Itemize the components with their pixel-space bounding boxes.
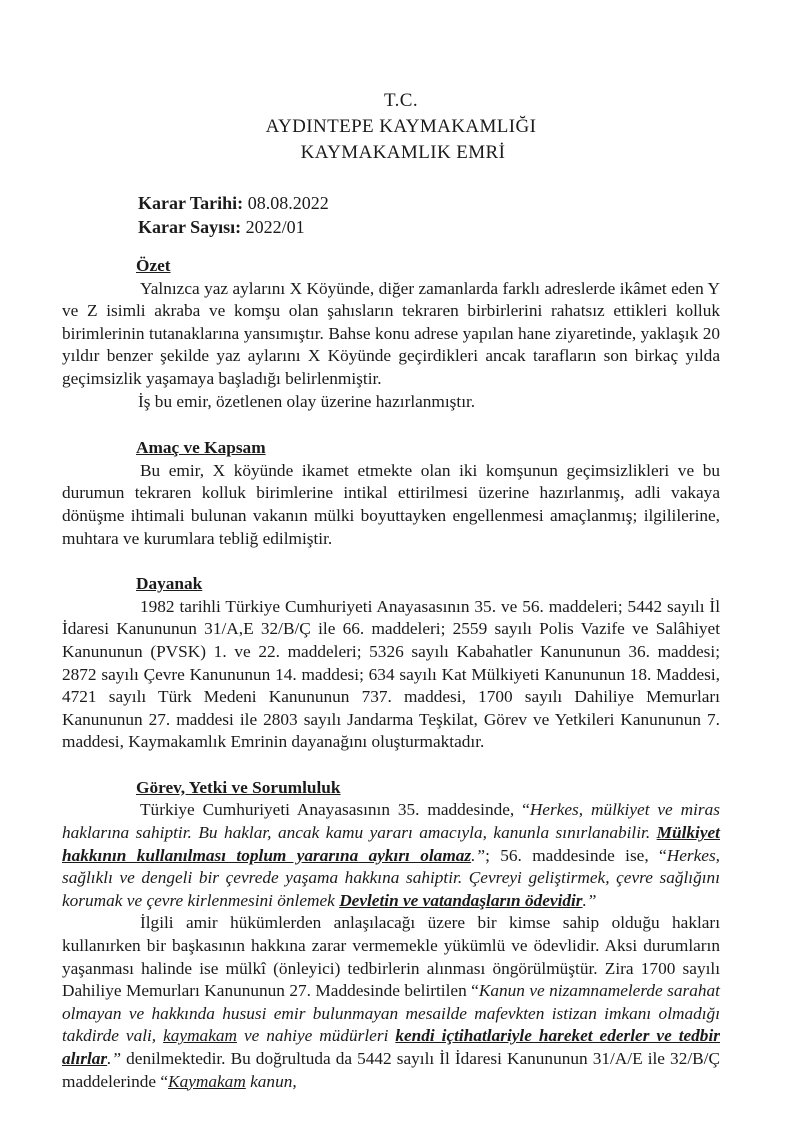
legal-basis-text: 1982 tarihli Türkiye Cumhuriyeti Anayasasının 35. ve 56. maddeleri; 5442 sayılı İl İdaresi Kanununun 31/A,E 32/B/Ç ile 66. maddeleri; 2559 sayılı Polis Vazife ve Salâhiyet Kanununun (PVSK) 1. ve 22. maddeleri; 5326 sayılı Kabahatler Kanununun 36. maddesi; 2872 sayılı Çevre Kanununun 14. maddesi; 634 sayılı Kat Mülkiyeti Kanununun 18. Maddesi, 4721 sayılı Türk Medeni Kanununun 737. maddesi, 1700 sayılı Dahiliye Memurları Kanununun 27. maddesi ile 2803 sayılı Jandarma Teşkilat, Görev ve Yetkileri Kanununun 7. maddesi, Kaymakamlık Emrinin dayanağını oluşturmaktadır.: [62, 596, 720, 752]
decision-number-row: [138, 215, 720, 239]
constitution-quote-35: Herkes, mülkiyet ve miras haklarına sahiptir. Bu haklar, ancak kamu yararı amacıyla, kanunla sınırlanabilir.: [62, 800, 720, 843]
law-5442-quote: kanun,: [250, 1071, 297, 1091]
header-institution: AYDINTEPE KAYMAKAMLIĞI: [265, 116, 537, 137]
duties-p2-tail: denilmektedir. Bu doğrultuda da 5442 sayılı İl İdaresi Kanununun 31/A/E ile 32/B/Ç maddelerinde “: [62, 1049, 720, 1091]
constitution-quote-35-emphasis: Mülkiyet hakkının kullanılması toplum yararına aykırı olamaz: [62, 823, 720, 865]
decision-number-label: Karar Sayısı:: [138, 217, 242, 237]
section-summary: [62, 255, 720, 413]
constitution-quote-56: Herkes, sağlıklı ve dengeli bir çevrede yaşama hakkına sahiptir. Çevreyi geliştirmek, çevre sağlığını korumak ve çevre kirlenmesini önlemek: [62, 845, 720, 910]
law-1700-quote: Kanun ve nizamnamelerde sarahat olmayan ve hakkında hususi emir bulunmayan mesailde mafevkten istizan imkanı olmadığı takdirde vali,: [62, 981, 720, 1046]
summary-note: İş bu emir, özetlenen olay üzerine hazırlanmıştır.: [138, 391, 476, 411]
header-tc: T.C.: [384, 90, 418, 111]
decision-number-value: 2022/01: [245, 217, 305, 237]
legal-basis-paragraph: [62, 596, 720, 754]
legal-basis-heading: Dayanak: [136, 574, 203, 594]
summary-text: Yalnızca yaz aylarını X Köyünde, diğer zamanlarda farklı adreslerde ikâmet eden Y ve Z isimli akraba ve komşu olan şahısların tekraren birbirlerini rahatsız ettikleri kolluk birimlerinin tutanaklarına yansımıştır. Bahse konu adrese yapılan hane ziyaretinde, yaklaşık 20 yıldır benzer şekilde yaz aylarını X Köyünde geçirdikleri ancak tarafların son birkaç yılda geçimsizlik yaşamaya başladığı belirlenmiştir.: [62, 278, 720, 388]
duties-p1-intro: Türkiye Cumhuriyeti Anayasasının 35. maddesinde, “: [140, 800, 530, 820]
law-1700-quote-emphasis: kendi içtihatlariyle hareket ederler ve tedbir alırlar: [62, 1026, 720, 1068]
duties-p1-mid: ; 56. maddesinde ise, “: [485, 845, 667, 865]
decision-date-row: [138, 191, 720, 215]
header-document-type: KAYMAKAMLIK EMRİ: [300, 142, 506, 163]
constitution-quote-35-end: .”: [471, 845, 486, 865]
duties-paragraph-2: [62, 912, 720, 1093]
document-header: [62, 0, 720, 166]
section-legal-basis: [62, 573, 720, 754]
constitution-quote-56-end: .”: [582, 890, 597, 910]
law-1700-quote-end: .”: [107, 1049, 122, 1068]
decision-date-value: 08.08.2022: [247, 193, 329, 213]
decision-meta: [138, 191, 720, 239]
duties-paragraph-1: [62, 799, 720, 912]
purpose-heading: Amaç ve Kapsam: [136, 438, 266, 458]
duties-heading: Görev, Yetki ve Sorumluluk: [136, 777, 341, 797]
summary-heading: Özet: [136, 256, 171, 275]
law-5442-quote-kaymakam: Kaymakam: [168, 1071, 246, 1091]
constitution-quote-56-emphasis: Devletin ve vatandaşların ödevidir: [339, 890, 583, 910]
law-1700-quote-kaymakam: kaymakam: [163, 1026, 237, 1046]
purpose-text: Bu emir, X köyünde ikamet etmekte olan iki komşunun geçimsizlikleri ve bu durumun tekraren kolluk birimlerine intikal ettirilmesi üzerine hazırlanmış, adli vakaya dönüşme ihtimali bulunan vakanın mülki boyuttayken engellenmesi amaçlanmış; ilgililerine, muhtara ve kurumlara tebliğ edilmiştir.: [62, 460, 720, 548]
duties-p2-intro: İlgili amir hükümlerden anlaşılacağı üzere bir kimse sahip olduğu hakları kullanırken bir başkasının hakkına zarar vermemekle yükümlü ve ödevlidir. Aksi durumların yaşanması halinde ise mülkî (önleyici) tedbirlerin alınması öngörülmüştür. Zira 1700 sayılı Dahiliye Memurları Kanununun 27. Maddesinde belirtilen “: [62, 913, 720, 1001]
section-purpose-scope: [62, 437, 720, 550]
summary-paragraph: [62, 278, 720, 391]
decision-date-label: Karar Tarihi:: [138, 193, 244, 213]
purpose-paragraph: [62, 460, 720, 550]
law-1700-quote-mid: ve nahiye müdürleri: [243, 1026, 389, 1046]
section-duties-authority: [62, 777, 720, 1093]
